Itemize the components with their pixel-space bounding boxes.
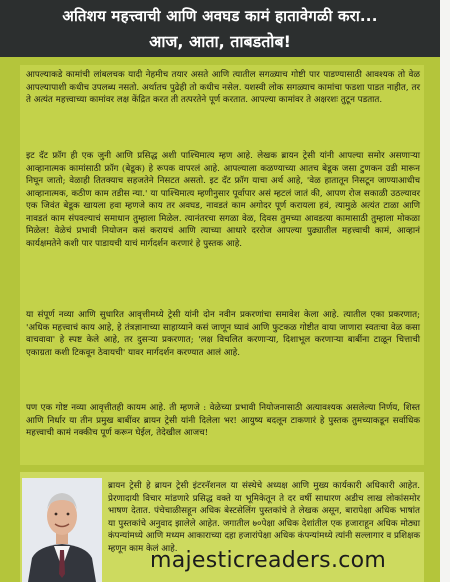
- blurb-paragraph-2: इट दॅट फ्रॉग ही एक जुनी आणि प्रसिद्ध अशी पाश्चिमात्य म्हण आहे. लेखक ब्रायन ट्रेसी यांनी आपल्या समोर असणाऱ्या आव्हानात्मक कामांसाठी फ्रॉग (बेडूक) हे रूपक वापरलं आहे. आपल्याला कळण्याच्या आतच बेडूक जसा टुणकन उडी मारून निघून जातो; वेळाही तितक्याच सहजतेने निसटत असतो. इट दॅट फ्रॉग याचा अर्थ आहे, 'वेळ हातातून निसटून जाण्याआधीच आव्हानात्मक, कठीण काम तडीस न्या.' या पाश्चिमात्य म्हणीनुसार पूर्वापार असं म्हटलं जातं की, आपण रोज सकाळी उठल्यावर एक जिवंत बेडूक खायला हवा म्हणजे काय तर अवघड, नावडतं काम अगोदर पूर्ण करायला हवं, त्यामुळे अत्यंत टाळा आणि नावडतं काम संपवल्याचं समाधान तुम्हाला मिळेल. त्यानंतरचा सगळा वेळ, दिवस तुमच्या आवडत्या कामासाठी तुम्हाला मोकळा मिळेल! वेळेचं प्रभावी नियोजन कसं करायचं आणि त्याच्या आधारे दररोज आपल्या पुढ्यातील महत्त्वाची कामं, आव्हानं कार्यक्षमतेने कशी पार पाडायची याचं मार्गदर्शन करणारं हे पुस्तक आहे.: [26, 151, 420, 249]
- author-portrait-icon: [22, 478, 102, 582]
- blurb-paragraph-4: पण एक गोष्ट नव्या आवृत्तीतही कायम आहे. ती म्हणजे : वेळेच्या प्रभावी नियोजनासाठी अत्यावश्यक असलेल्या निर्णय, शिस्त आणि निर्धार या तीन प्रमुख बाबींवर ब्रायन ट्रेसी यांनी दिलेला भर! आयुष्य बदलून टाकणारं हे पुस्तक तुमच्याकडून सर्वाधिक महत्त्वाची कामं नक्कीच पूर्ण करून घेईल, तेदेखील आजच!: [26, 403, 420, 438]
- blurb-paragraph-1: आपल्याकडे कामांची लांबलचक यादी नेहमीच तयार असते आणि त्यातील सगळ्याच गोष्टी पार पाडण्यासाठी आवश्यक तो वेळ आपल्यापाशी कधीच उपलब्ध नसतो. अर्थातच पुढेही तो कधीच नसेल. यशस्वी लोक सगळ्याच कामांचा फडशा पाडत नाहीत, तर ते अत्यंत महत्त्वाच्या कामांवर लक्ष केंद्रित करत ती तत्परतेने पूर्ण करतात. आपल्या कामांवर ते अक्षरशः तुटून पडतात.: [26, 70, 420, 105]
- watermark: majesticreaders.com: [150, 548, 387, 573]
- tagline-emphasis: आज, आता, ताबडतोब!: [149, 32, 291, 51]
- title-band: [0, 0, 440, 57]
- author-bio: ब्रायन ट्रेसी हे ब्रायन ट्रेसी इंटरनॅशनल या संस्थेचे अध्यक्ष आणि मुख्य कार्यकारी अधिकारी आहेत. प्रेरणादायी विचार मांडणारे प्रसिद्ध वक्ते या भूमिकेतून ते दर वर्षी साधारण अडीच लाख लोकांसमोर भाषण देतात. पंचेचाळीसहून अधिक बेस्टसेलिंग पुस्तकांचे ते लेखक असून, बारापेक्षा अधिक भाषांत या पुस्तकांचे अनुवाद झालेले आहेत. जगातील ७०पेक्षा अधिक देशांतील एक हजाराहून अधिक मोठ्या कंपन्यांमध्ये आणि मध्यम आकाराच्या दहा हजारांपेक्षा अधिक कंपन्यांमध्ये त्यांनी सल्लागार व प्रशिक्षक म्हणून काम केलं आहे.: [108, 481, 420, 554]
- page-edge: [440, 0, 450, 582]
- blurb-paragraph-3: या संपूर्ण नव्या आणि सुधारित आवृत्तीमध्ये ट्रेसी यांनी दोन नवीन प्रकरणांचा समावेश केला आहे. त्यातील एका प्रकरणात; 'अधिक महत्त्वाचं काय आहे, हे तंत्रज्ञानाच्या साहाय्याने कसं जाणून घ्यावं आणि फुटकळ गोष्टीत वाया जाणारा स्वतःचा वेळ कसा वाचवावा' हे स्पष्ट केले आहे, तर दुसऱ्या प्रकरणात; 'लक्ष विचलित करणाऱ्या, दिशाभूल करणाऱ्या बाबींना टाळून चित्ताची एकाग्रता कशी टिकवून ठेवायची' यावर मार्गदर्शन करण्यात आलं आहे.: [26, 310, 420, 358]
- tagline: अतिशय महत्त्वाची आणि अवघड कामं हातावेगळी करा...: [62, 7, 378, 25]
- author-photo: [22, 478, 102, 582]
